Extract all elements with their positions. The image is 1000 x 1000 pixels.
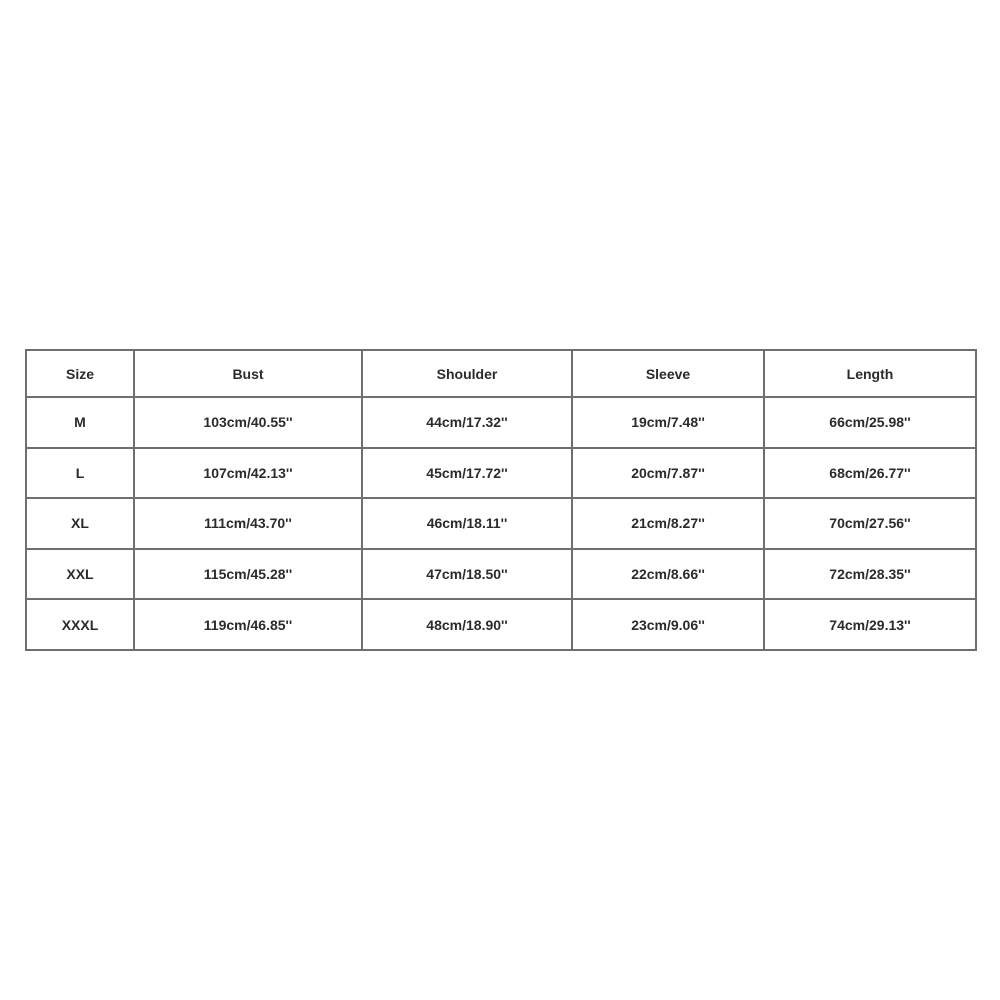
cell-length: 68cm/26.77'' [764, 448, 976, 499]
cell-sleeve: 19cm/7.48'' [572, 397, 764, 448]
cell-shoulder: 48cm/18.90'' [362, 599, 572, 650]
cell-size: XXXL [26, 599, 134, 650]
cell-bust: 119cm/46.85'' [134, 599, 362, 650]
cell-size: M [26, 397, 134, 448]
cell-length: 70cm/27.56'' [764, 498, 976, 549]
table-header-row [26, 350, 976, 397]
cell-sleeve: 20cm/7.87'' [572, 448, 764, 499]
header-length: Length [764, 350, 976, 397]
table-row [26, 599, 976, 650]
cell-sleeve: 22cm/8.66'' [572, 549, 764, 600]
cell-length: 66cm/25.98'' [764, 397, 976, 448]
cell-bust: 103cm/40.55'' [134, 397, 362, 448]
table-row [26, 448, 976, 499]
table-row [26, 498, 976, 549]
cell-bust: 107cm/42.13'' [134, 448, 362, 499]
header-shoulder: Shoulder [362, 350, 572, 397]
table-row [26, 549, 976, 600]
cell-size: L [26, 448, 134, 499]
table-row [26, 397, 976, 448]
cell-length: 74cm/29.13'' [764, 599, 976, 650]
cell-shoulder: 46cm/18.11'' [362, 498, 572, 549]
cell-bust: 115cm/45.28'' [134, 549, 362, 600]
size-chart-table [25, 349, 977, 651]
cell-shoulder: 45cm/17.72'' [362, 448, 572, 499]
header-size: Size [26, 350, 134, 397]
cell-shoulder: 47cm/18.50'' [362, 549, 572, 600]
cell-sleeve: 21cm/8.27'' [572, 498, 764, 549]
header-sleeve: Sleeve [572, 350, 764, 397]
cell-size: XXL [26, 549, 134, 600]
cell-sleeve: 23cm/9.06'' [572, 599, 764, 650]
cell-bust: 111cm/43.70'' [134, 498, 362, 549]
cell-shoulder: 44cm/17.32'' [362, 397, 572, 448]
cell-length: 72cm/28.35'' [764, 549, 976, 600]
header-bust: Bust [134, 350, 362, 397]
cell-size: XL [26, 498, 134, 549]
